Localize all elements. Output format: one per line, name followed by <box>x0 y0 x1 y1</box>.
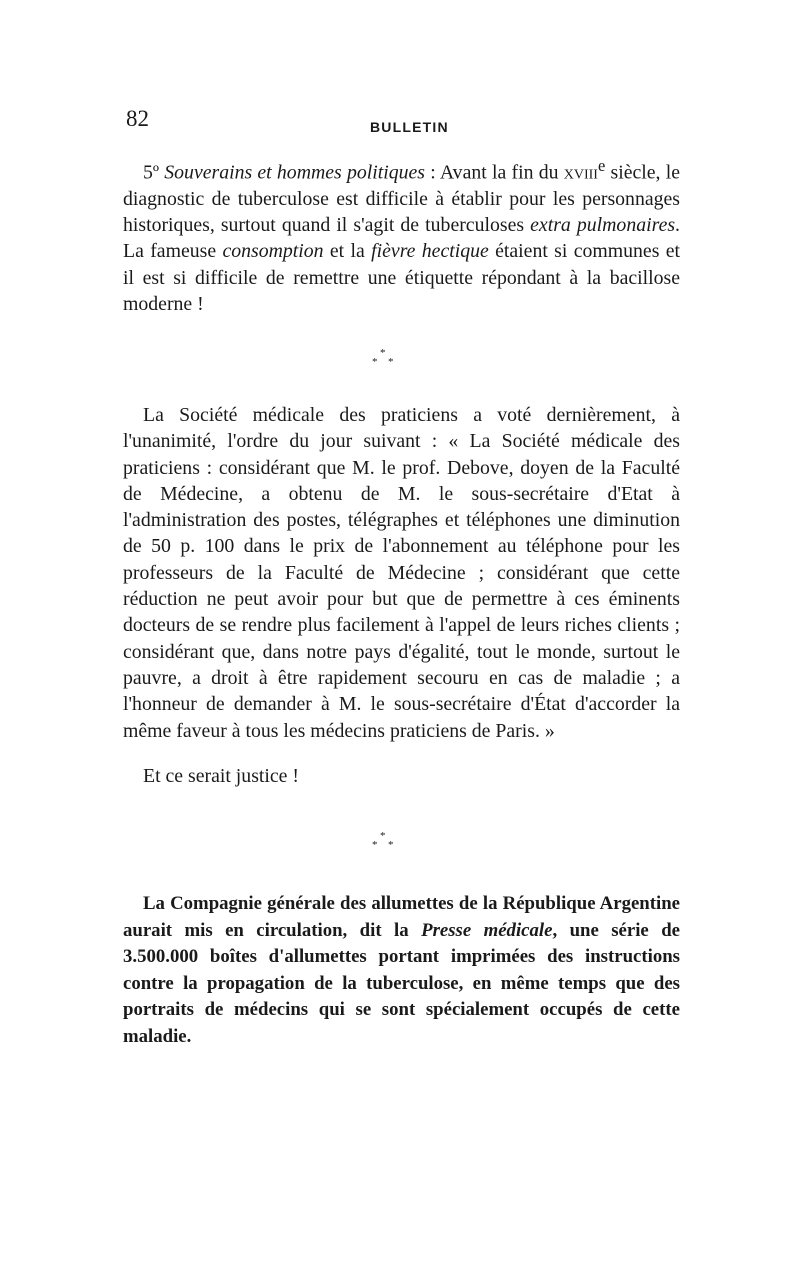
page-number: 82 <box>126 106 149 131</box>
section-number: 5º <box>143 161 165 184</box>
paragraph-allumettes: La Compagnie générale des allumettes de la République Argentine aurait mis en circulation, dit la Presse médicale, une série de 3.500.000 boîtes d'allumettes portant imprimées des instructions contre la propagation de la tuberculose, en même temps que des portraits de médecins qui se sont spécialement occupés de cette maladie. <box>123 893 680 1047</box>
journal-title: Presse médicale <box>421 919 553 941</box>
asterism-separator <box>366 831 406 855</box>
star-icon: * <box>380 830 386 842</box>
star-icon: * <box>380 347 386 359</box>
paragraph-souverains: 5º Souverains et hommes politiques : Avant la fin du xviii$^e$ siècle, le diagnostic de tuberculose est difficile à établir pour les personnages historiques, surtout quand il s'agit de tuberculoses extra pulmonaires. La fameuse consomption et la fièvre hectique étaient si communes et il est si difficile de remettre une étiquette répondant à la bacillose moderne ! <box>123 156 681 316</box>
paragraph-societe-medicale: La Société médicale des praticiens a voté dernièrement, à l'unanimité, l'ordre du jour suivant : « La Société médicale des praticiens : considérant que M. le prof. Debove, doyen de la Faculté de Médecine, a obtenu de M. le sous-secrétaire d'Etat à l'administration des postes, télégraphes et téléphones une diminution de 50 p. 100 dans le prix de l'abonnement au téléphone pour les professeurs de la Faculté de Médecine ; considérant que cette réduction ne peut avoir pour but que de permettre à ces éminents docteurs de se rendre plus facilement à l'appel de leurs riches clients ; considérant que, dans notre pays d'égalité, tout le monde, surtout le pauvre, a droit à être rapidement secouru en cas de maladie ; a l'honneur de demander à M. le sous-secrétaire d'État d'accorder la même faveur à tous les médecins praticiens de Paris. » <box>123 404 680 742</box>
star-icon: * <box>388 839 394 851</box>
section-heading: Souverains et hommes politiques <box>164 161 425 184</box>
star-icon: * <box>372 839 378 851</box>
running-title: BULLETIN <box>370 119 449 135</box>
century-numeral: xviii <box>563 161 598 184</box>
star-icon: * <box>372 356 378 368</box>
asterism-separator <box>366 348 406 372</box>
paragraph-closing-remark: Et ce serait justice ! <box>143 765 299 787</box>
star-icon: * <box>388 356 394 368</box>
